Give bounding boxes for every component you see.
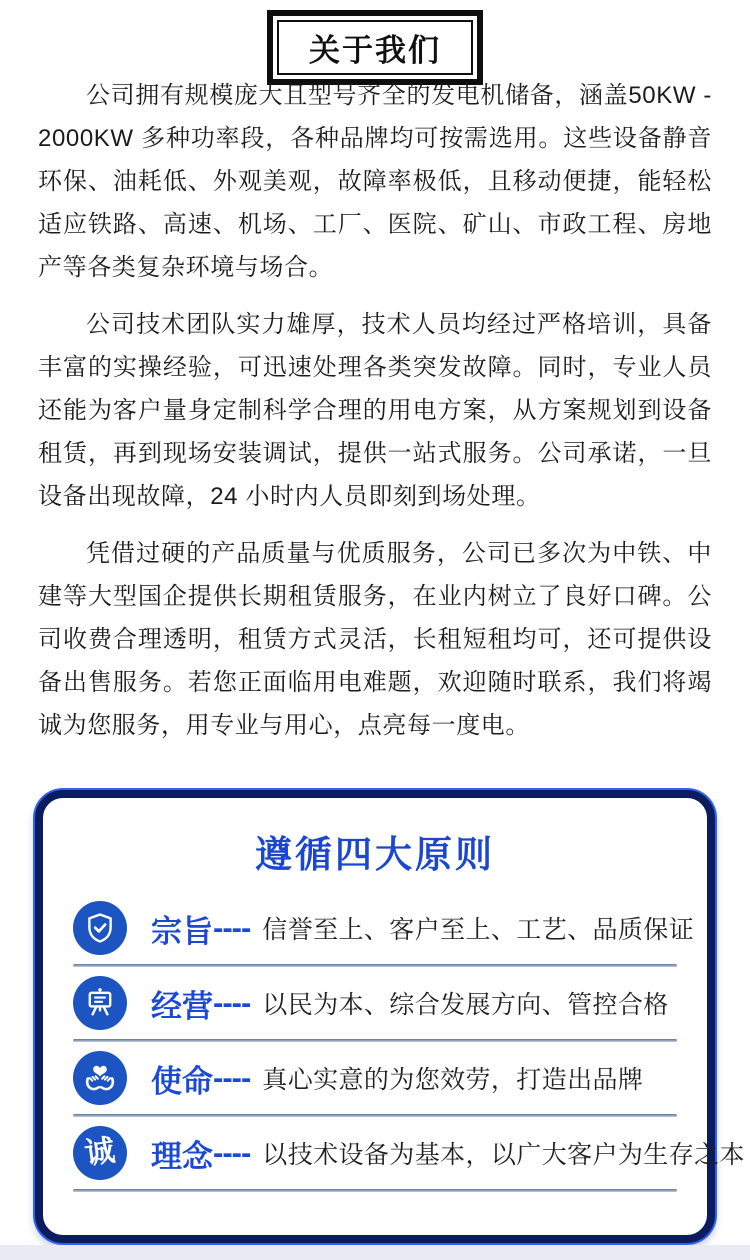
about-paragraph: 凭借过硬的产品质量与优质服务，公司已多次为中铁、中建等大型国企提供长期租赁服务，在业内树立了良好口碑。公司收费合理透明，租赁方式灵活，长租短租均可，还可提供设备出售服务。若您正面临用电难题，欢迎随时联系，我们将竭诚为您服务，用专业与用心，点亮每一度电。 bbox=[38, 540, 712, 739]
principles-card bbox=[35, 790, 745, 1243]
principles-list bbox=[69, 892, 745, 1192]
principle-label: 使命 bbox=[151, 1063, 213, 1099]
principle-dashes: ---- bbox=[213, 985, 251, 1020]
row-divider bbox=[73, 1189, 677, 1192]
principle-dashes: ---- bbox=[213, 1135, 251, 1170]
shield-check-icon bbox=[73, 901, 127, 955]
principle-row-operation bbox=[69, 967, 681, 1039]
principle-label: 理念 bbox=[151, 1138, 213, 1174]
principle-dashes: ---- bbox=[213, 1060, 251, 1095]
principle-text: 信誉至上、客户至上、工艺、品质保证 bbox=[262, 916, 695, 944]
principle-text: 以技术设备为基本，以广大客户为生存之本 bbox=[262, 1141, 745, 1169]
about-section bbox=[38, 74, 712, 761]
principle-row-purpose bbox=[69, 892, 695, 964]
principle-dashes: ---- bbox=[213, 910, 251, 945]
presentation-board-icon bbox=[73, 976, 127, 1030]
principle-row-philosophy bbox=[69, 1117, 745, 1189]
page-title: 关于我们 bbox=[277, 20, 473, 75]
sincerity-glyph: 诚 bbox=[82, 1134, 118, 1171]
principle-label: 经营 bbox=[151, 988, 213, 1024]
principles-title: 遵循四大原则 bbox=[255, 834, 495, 875]
principle-label: 宗旨 bbox=[151, 913, 213, 949]
about-paragraph: 公司技术团队实力雄厚，技术人员均经过严格培训，具备丰富的实操经验，可迅速处理各类突发故障。同时，专业人员还能为客户量身定制科学合理的用电方案，从方案规划到设备租赁，再到现场安装调试，提供一站式服务。公司承诺，一旦设备出现故障，24 小时内人员即刻到场处理。 bbox=[38, 311, 712, 510]
background-strip bbox=[0, 1245, 750, 1260]
hands-heart-icon bbox=[73, 1051, 127, 1105]
principle-row-mission bbox=[69, 1042, 681, 1114]
about-paragraph: 公司拥有规模庞大且型号齐全的发电机储备，涵盖50KW - 2000KW 多种功率段，各种品牌均可按需选用。这些设备静音环保、油耗低、外观美观，故障率极低，且移动便捷，能轻松适应铁路、高速、机场、工厂、医院、矿山、市政工程、房地产等各类复杂环境与场合。 bbox=[38, 82, 712, 281]
principle-text: 真心实意的为您效劳，打造出品牌 bbox=[262, 1066, 644, 1094]
sincerity-character-icon bbox=[73, 1126, 127, 1180]
principle-text: 以民为本、综合发展方向、管控合格 bbox=[262, 991, 669, 1019]
